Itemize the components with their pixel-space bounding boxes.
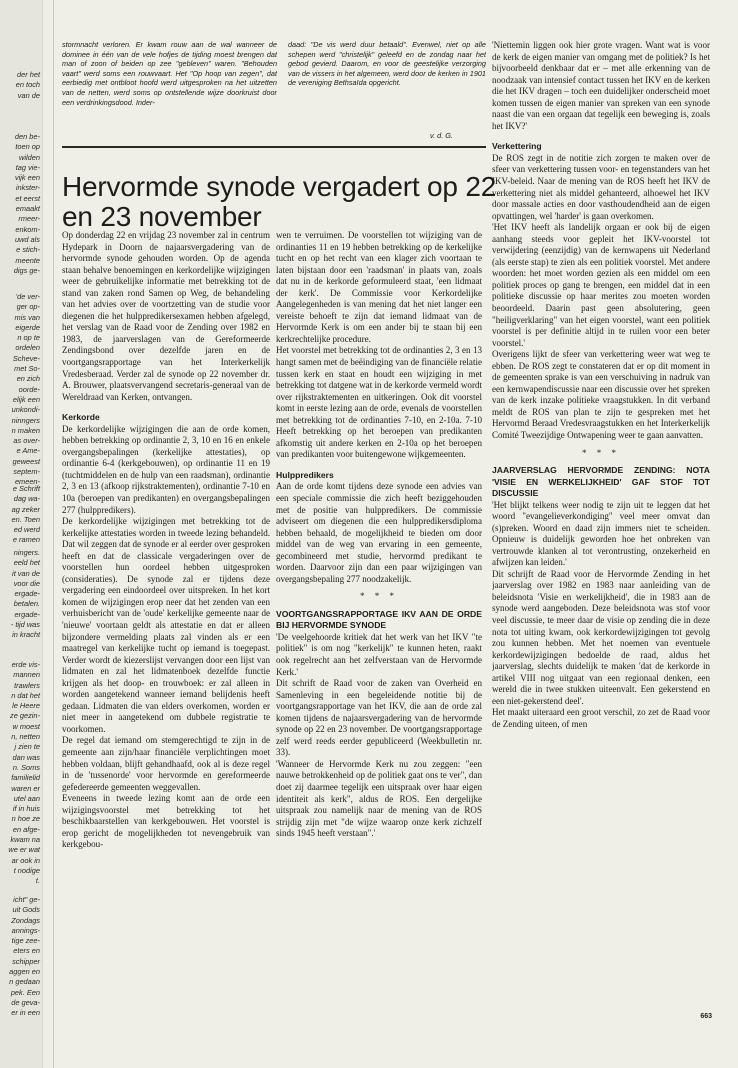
margin-fragment: 'de ver- ger op- mis van eigerde n op te ordelen Scheve- met So- en zich oorde- elijk een unkondi- ninngers n maken as over- e Ame- geweest septem- emeen- [11, 292, 40, 487]
paragraph: Overigens lijkt de sfeer van verkettering weer wat weg te ebben. De ROS zegt te constateren dat er op dit moment in de gemeenten sprake is van een verschuiving in nadruk van een kernwapendiscussie naar een discussie over het spreken van de kerk inzake politieke vraagstukken. In dit verband meldt de ROS van plan te zijn te gespreken met het Hervormd Beraad Vredesvraagstukken en het Interkerkelijk Comité Tweezijdige Ontwapening weer te gaan aanvatten. [492, 349, 710, 440]
section-separator: * * * [360, 591, 398, 602]
margin-fragment: e Schrift dag wa- ag zeker en. Toen ed werd e ramen [11, 484, 40, 545]
heading-voortgangsrapportage: VOORTGANGSRAPPORTAGE IKV AAN DE ORDE BIJ HERVORMDE SYNODE [276, 608, 482, 631]
paragraph: Eveneens in tweede lezing komt aan de orde een wijzigingsvoorstel met betrekking tot het beschikbaarstellen van kerkgebouwen. Het voorstel is erop gericht de mogelijkheden tot nevengebruik van kerkgebou- [62, 793, 270, 850]
margin-fragment: icht" ge- uit Gods Zondags annings- tige zee- eters en schipper aggen en n gedaan pek. Een de geva- er in een [9, 895, 40, 1018]
paragraph: 'Niettemin liggen ook hier grote vragen. Want wat is voor de kerk de eigen manier van omgang met de politiek? Is het bijvoorbeeld denkbaar dat er – met alle erkenning van de noodzaak van intensief contact tussen het IKV en de kerken die het IKV dragen – toch een duidelijker onderscheid moet komen tussen de eigen manier van spreken van een synode naast die van een orgaan dat tegelijk een beweging is, zoals het IKV?' [492, 40, 710, 131]
margin-fragment: ningers. eeld het it van de voor die ergade- betalen. ergade- - tijd was in kracht [10, 548, 40, 640]
paragraph: 'Het IKV heeft als landelijk orgaan er ook bij de eigen aanhang steeds voor gepleit het IKV-voorstel tot verwijdering (eenzijdig) van de kernwapens uit Nederland (als eerste stap) te zien als een politiek voorstel. Met andere woorden: het moet worden gezien als een middel om een politiek proces op gang te brengen, een middel dat in een politieke discussie op haar merites zou moeten worden beoordeeld. Daarin past geen absolutering, geen "heiligverklaring" van het eigen voorstel, want een politiek voorstel is per definitie altijd in te ruilen voor een beter voorstel.' [492, 222, 710, 348]
paragraph: wen te verruimen. De voorstellen tot wijziging van de ordinanties 11 en 19 hebben betrekking op de kerkelijke tucht en op het recht van een klager zich voortaan te laten bijstaan door een 'raadsman' in plaats van, zoals dat nu in de kerkorde geformuleerd staat, 'een lidmaat der kerk'. De Commissie voor Kerkordelijke Aangelegenheden is van mening dat het niet langer een vereiste behoeft te zijn dat iemand lidmaat van de Hervormde Kerk is om een ander bij te staan bij een kerkrechtelijke procedure. [276, 230, 482, 344]
intro-paragraph: Op donderdag 22 en vrijdag 23 november zal in centrum Hydepark in Doorn de najaarsvergadering van de hervormde synode gehouden worden. Op de agenda staan behalve benoemingen en kerkordelijke wijzigingen weer de gebruikelijke informatie met betrekking tot de stand van zaken rond Samen op Weg, de behandeling van het advies over de voortzetting van de studie voor diegenen die het hulppredikersexamen hebben afgelegd, het verslag van de Raad voor de Zending over 1982 en 1983, de jaarverslagen van de Gereformeerde Zendingsbond over dezelfde jaren en de voortgangsrapportage van het Interkerkelijk Vredesberaad. Verder zal de synode op 22 november dr. A. Brouwer, plaatsvervangend secretaris-generaal van de Wereldraad van Kerken, ontvangen. [62, 230, 270, 402]
article-column-2 [276, 230, 482, 1010]
margin-fragment: erde vis- mannen trawlers n dat het le Heere ze gezin- w moest n, netten j zien te dan was n. Soms familielid waren er utel aan if in huis n hoe ze en afge- kwam na we er wat ar ook in t nodige t. [8, 660, 40, 886]
margin-fragment: der het en toch van de [15, 70, 40, 100]
paragraph: Dit schrijft de Raad voor de Hervormde Zending in het jaarverslag over 1982 en 1983 naar aanleiding van de beleidsnota 'Visie en werkelijkheid', die in 1983 aan de synode werd aangeboden. Deze beleidsnota was stof voor veel discussie, te meer daar de visie op zending die in deze nota tot uiting kwam, ook kerkordewijzigingen tot gevolg zou kunnen hebben. Met het noemen van eventuele kerkordewijzigingen bedoelde de raad, aldus het jaarverslag, slechts duidelijk te maken 'dat de kerkorde in artikel VIII nog uitgaat van een regionaal denken, een wereld die in twee stukken uiteenvalt. Een gekerstend en een niet-gekerstend deel'. [492, 568, 710, 706]
paragraph: 'De veelgehoorde kritiek dat het werk van het IKV "te politiek" is om nog "kerkelijk" te kunnen heten, raakt ook regelrecht aan het zelfverstaan van de Hervormde Kerk.' [276, 631, 482, 677]
paragraph: De ROS zegt in de notitie zich zorgen te maken over de sfeer van verkettering tussen voor- en tegenstanders van het IKV-beleid. Naar de mening van de ROS heeft het IKV de verkettering niet als middel gehanteerd, alhoewel het IKV door massale acties en door vasthoudendheid aan de eigen opvattingen, wel 'harder' is gaan overkomen. [492, 152, 710, 221]
article-title: Hervormde synode vergadert op 22 en 23 november [62, 171, 497, 232]
section-separator: * * * [582, 447, 620, 458]
heading-kerkorde: Kerkorde [62, 412, 100, 423]
paragraph: De kerkordelijke wijzigingen die aan de orde komen, hebben betrekking op ordinantie 2, 3, 10 en 16 en enkele overgangsbepalingen (kerkelijke attestaties), op ordinantie 6-4 (kerkgebouwen), op ordinantie 11 en 19 (tuchtmiddelen en de hulp van een raadsman), ordinantie 2, 3 en 13 (afkoop rijkstraktementen), ordinantie 7-10 en 10a (beroepen van predikanten) en overgangsbepalingen 277 (hulppredikers). [62, 423, 270, 515]
article-column-1 [62, 230, 270, 1010]
prev-article-col1: stormnacht verloren. Er kwam rouw aan de wal wanneer de dominee in één van de vele hofjes de tijding moest brengen dat man of zoon of beiden op zee "gebleven" waren. "Behouden vaart" werd soms een rouwvaart. Het "Op hoop van zegen", dat eerbiedig met ontbloot hoofd werd uitgesproken na het uitzetten van de netten, werd soms op ontstellende wijze doorkruist door een verdrinkingsdood. Inder- [62, 40, 277, 107]
previous-page-strip [0, 0, 43, 1068]
prev-article-signature: v. d. G. [430, 131, 453, 140]
heading-jaarverslag: JAARVERSLAG HERVORMDE ZENDING: NOTA 'VISIE EN WERKELIJKHEID' GAF STOF TOT DISCUSSIE [492, 465, 710, 499]
margin-fragment: den be- toen op wilden tag vie- vijk een inkster- et eerst emaakt rmeer- enkom- uwd als e stich- meente digs ge- [13, 132, 40, 275]
page-number: 663 [700, 1013, 712, 1020]
prev-article-col2: daad: "De vis werd duur betaald". Evenwel, niet op alle schepen werd "christelijk" geleefd en de zondag naar het gebod gevierd. Daarom, en voor de geestelijke verzorging van de vissers in het algemeen, werd door de kerken in 1901 de vereniging Bethsaïda opgericht. [288, 40, 486, 88]
paragraph: 'Wanneer de Hervormde Kerk nu zou zeggen: "een nauwe betrokkenheid op de politiek gaat ons te ver", dan doet zij daarmee tegelijk een uitspraak over haar eigen identiteit als kerk", aldus de ROS. Een dergelijke uitspraak zou namelijk naar de mening van de ROS strijdig zijn met "de wijze waarop onze kerk zichzelf sinds 1945 heeft verstaan".' [276, 758, 482, 839]
gutter-line [53, 0, 54, 1068]
heading-hulppredikers: Hulppredikers [276, 469, 334, 480]
heading-verkettering: Verkettering [492, 141, 542, 152]
section-rule [62, 146, 486, 148]
paragraph: Aan de orde komt tijdens deze synode een advies van een speciale commissie die zich heeft beziggehouden met de positie van hulppredikers. De commissie adviseert om diegenen die een hulppredikersdiploma hebben behaald, de mogelijkheid te bieden om door middel van de weg van ervaring in een gemeente, gecombineerd met studie, hervormd predikant te worden. Daarvoor zijn dan een paar wijzigingen van overgangsbepaling 277 noodzakelijk. [276, 481, 482, 584]
paragraph: 'Het blijkt telkens weer nodig te zijn uit te leggen dat het woord "evangelieverkondiging" veel meer omvat dan (s)preken. Woord en daad zijn immers niet te scheiden. Opnieuw is duidelijk geworden hoe het onbreken van vertrouwde klanken al tot verontrusting, onzekerheid en afwijzen kan leiden.' [492, 499, 710, 568]
article-column-3 [492, 40, 710, 1010]
paragraph: De kerkordelijke wijzigingen met betrekking tot de kerkelijke attestaties worden in tweede lezing behandeld. Dat wil zeggen dat de synode er al eerder over gesproken heeft en dat de classicale vergaderingen over de voorstellen hun oordeel hebben uitgesproken (consideraties). De synode zal er tijdens deze vergadering een eindoordeel over uitspreken. In het kort komen de wijzigingen erop neer dat het zenden van een verhuisbericht van de 'oude' kerkelijke gemeente naar de 'nieuwe' voortaan geldt als attestatie en dat er alleen bijzondere vermelding plaats zal vinden als er een maatregel van kerkelijke tucht op iemand is toegepast. Verder wordt de kiezerslijst vervangen door een lijst van lidmaten en zal het lidmatenboek dezelfde functie krijgen als het doop- en trouwboek: er zal alleen in worden aangetekend wanneer iemand belijdenis heeft gedaan. Lidmaten die van elders overkomen, worden er niet meer in aangetekend om dubbele registratie te voorkomen. [62, 516, 270, 734]
paragraph: Het maakt uiteraard een groot verschil, zo zet de Raad voor de Zending uiteen, of men [492, 707, 710, 729]
paragraph: Dit schrift de Raad voor de zaken van Overheid en Samenleving in een begeleidende notitie bij de voortgangsrapportage van het IKV, die aan de orde zal komen tijdens de najaarsvergadering van de hervormde synode op 22 en 23 november. De voortgangsrapportage zelf werd reeds eerder gepubliceerd (Weekbulletin nr. 33). [276, 678, 482, 758]
paragraph: De regel dat iemand om stemgerechtigd te zijn in de gemeente aan zijn/haar financiële verplichtingen moet hebben voldaan, blijft gehandhaafd, ook al is deze regel in de 'tussenorde' voor hervormde en gereformeerde gefedereerde gemeenten weggevallen. [62, 735, 270, 792]
paragraph: Het voorstel met betrekking tot de ordinanties 2, 3 en 13 hangt samen met de beëindiging van de financiële relatie tussen kerk en staat en houdt een wijziging in met betrekking tot datgene wat in de kerkorde vermeld wordt over rijkstraktementen en uitkeringen. Ook dit voorstel komt in eerste lezing aan de orde, evenals de voorstellen met betrekking tot de ordinanties 7-10, en 2-10a. 7-10 Heeft betrekking op het beroepen van predikanten afkomstig uit andere kerken en 2-10a op het beroepen van predikanten voor buitengewone wijkgemeenten. [276, 345, 482, 460]
